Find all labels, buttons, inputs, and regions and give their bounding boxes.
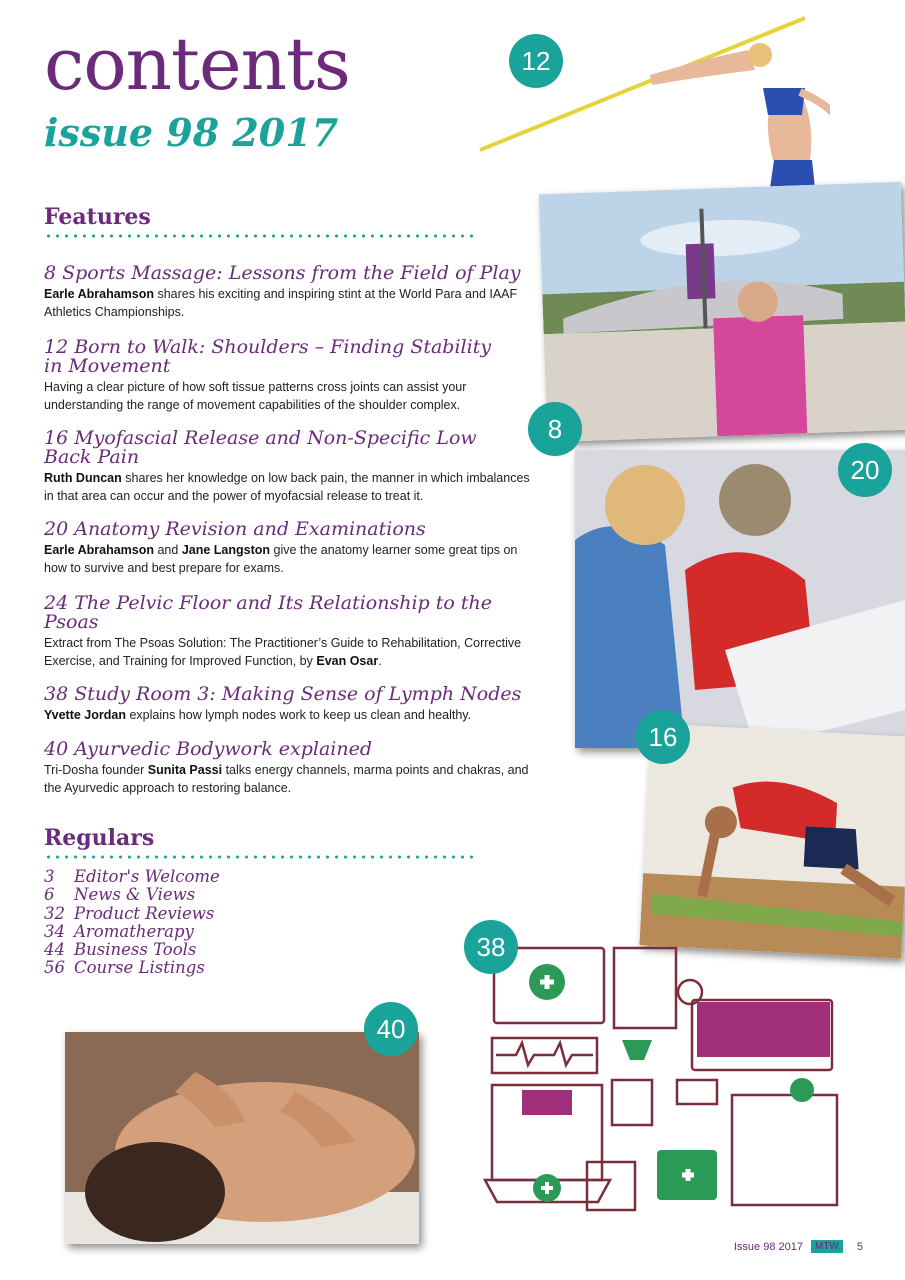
- regular-page: 56: [44, 958, 65, 978]
- list-item[interactable]: [44, 923, 220, 941]
- list-item[interactable]: [44, 905, 220, 923]
- green-bulb: [790, 1078, 814, 1102]
- page-badge-16[interactable]: 16: [636, 710, 690, 764]
- feature-desc: [44, 285, 534, 321]
- page-badge-38[interactable]: 38: [464, 920, 518, 974]
- feature-title[interactable]: 24 The Pelvic Floor and Its Relationship to the Psoas: [44, 592, 492, 633]
- feature-item[interactable]: [44, 264, 534, 321]
- regular-label: News & Views: [74, 885, 196, 905]
- notebook: [732, 1095, 837, 1205]
- feature-desc: [44, 541, 534, 577]
- regular-label: Business Tools: [74, 940, 197, 960]
- desc-text: explains how lymph nodes work to keep us clean and healthy.: [125, 708, 472, 722]
- feature-title[interactable]: 8 Sports Massage: Lessons from the Field of Play: [44, 262, 521, 284]
- author-name: Sunita Passi: [147, 763, 223, 777]
- page-title: contents: [44, 22, 350, 106]
- feature-desc: [44, 378, 534, 414]
- list-item[interactable]: [44, 886, 220, 904]
- desc-text: .: [378, 654, 382, 668]
- regulars-heading: Regulars: [44, 825, 155, 851]
- page-badge-12[interactable]: 12: [509, 34, 563, 88]
- ayurvedic-massage-photo: [65, 1032, 419, 1244]
- feature-desc: [44, 469, 534, 505]
- regular-page: 32: [44, 903, 65, 923]
- features-divider: [44, 234, 474, 238]
- feature-item[interactable]: [44, 520, 534, 577]
- page-footer: [734, 1240, 863, 1253]
- desc-text: Tri-Dosha founder: [44, 763, 148, 777]
- author-name: Yvette Jordan: [44, 708, 126, 722]
- feature-title[interactable]: 38 Study Room 3: Making Sense of Lymph Nodes: [44, 683, 522, 705]
- regulars-list: [44, 868, 220, 978]
- regular-page: 6: [44, 885, 55, 905]
- feature-desc: [44, 761, 534, 797]
- regular-page: 44: [44, 940, 65, 960]
- pill-bottle: [612, 1080, 652, 1125]
- feature-item[interactable]: [44, 594, 534, 670]
- laptop-screen: [522, 1090, 572, 1115]
- list-item[interactable]: [44, 959, 220, 977]
- student-hair: [605, 465, 685, 545]
- author-name: Earle Abrahamson: [44, 287, 154, 301]
- athlete-top: [763, 88, 805, 115]
- desc-text: Extract from The Psoas Solution: The Practitioner’s Guide to Rehabilitation, Corrective Exercise, and Training for Improved Function, by: [44, 636, 522, 668]
- athlete-head: [748, 43, 772, 67]
- desc-text: shares his exciting and inspiring stint at the World Para and IAAF Athletics Championships.: [44, 287, 518, 319]
- feature-item[interactable]: [44, 429, 534, 505]
- clipboard: [614, 948, 676, 1028]
- regular-label: Aromatherapy: [74, 921, 194, 941]
- monitor-screen: [697, 1002, 830, 1057]
- author-name: Earle Abrahamson: [44, 543, 154, 557]
- feature-title[interactable]: 40 Ayurvedic Bodywork explained: [44, 738, 373, 760]
- feature-item[interactable]: [44, 685, 534, 724]
- feature-desc: [44, 706, 534, 724]
- list-item[interactable]: [44, 941, 220, 959]
- feature-title[interactable]: 12 Born to Walk: Shoulders – Finding Stability in Movement: [44, 336, 492, 377]
- regular-label: Product Reviews: [74, 903, 215, 923]
- page-badge-8[interactable]: 8: [528, 402, 582, 456]
- pill-blister: [677, 1080, 717, 1104]
- brand-logo: MTW: [811, 1240, 843, 1253]
- regular-label: Editor's Welcome: [74, 867, 220, 886]
- list-item[interactable]: [44, 868, 220, 886]
- author-name: Evan Osar: [316, 654, 379, 668]
- desc-text: give the anatomy learner some great tips on how to survive and best prepare for exams.: [44, 543, 518, 575]
- features-heading: Features: [44, 204, 151, 230]
- author-name: Ruth Duncan: [44, 471, 122, 485]
- stadium-photo: [539, 182, 905, 442]
- feature-item[interactable]: [44, 740, 534, 797]
- regular-page: 3: [44, 867, 55, 886]
- page-number: 5: [856, 1240, 863, 1253]
- regulars-divider: [44, 855, 474, 859]
- regular-page: 34: [44, 921, 65, 941]
- desc-text: shares her knowledge on low back pain, the manner in which imbalances in that area can occur and the power of myofacsial release to treat it.: [44, 471, 530, 503]
- medical-kit-illustration: [482, 940, 852, 1230]
- feature-item[interactable]: [44, 338, 534, 414]
- page-badge-20[interactable]: 20: [838, 443, 892, 497]
- client-hair: [85, 1142, 225, 1242]
- desc-text: Having a clear picture of how soft tissue patterns cross joints can assist your understanding the range of movement capabilities of the shoulder complex.: [44, 380, 467, 412]
- feature-desc: [44, 634, 534, 670]
- regular-label: Course Listings: [74, 958, 205, 978]
- man-shorts: [804, 827, 861, 870]
- athlete-shorts: [770, 160, 815, 188]
- page-badge-40[interactable]: 40: [364, 1002, 418, 1056]
- footer-issue: Issue 98 2017: [733, 1240, 803, 1253]
- person-jacket: [713, 315, 807, 436]
- desc-text: talks energy channels, marma points and chakras, and the Ayurvedic approach to restoring balance.: [44, 763, 529, 795]
- feature-title[interactable]: 20 Anatomy Revision and Examinations: [44, 518, 426, 540]
- issue-subtitle: issue 98 2017: [44, 110, 339, 155]
- feature-title[interactable]: 16 Myofascial Release and Non-Specific Low Back Pain: [44, 427, 477, 468]
- author-name: Jane Langston: [181, 543, 271, 557]
- desc-text: and: [154, 543, 182, 557]
- teacher-hair: [719, 464, 791, 536]
